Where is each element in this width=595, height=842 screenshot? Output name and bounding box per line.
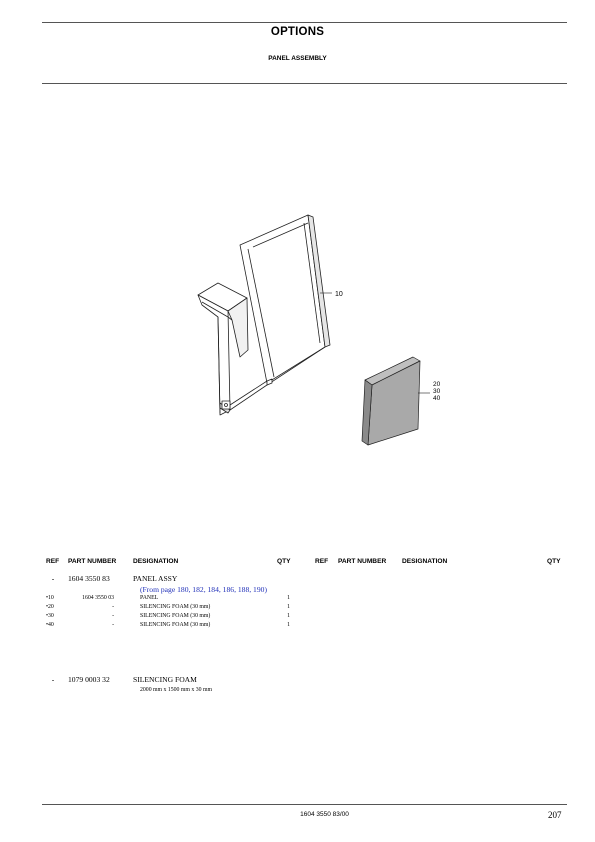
table-row-note: 2000 mm x 1500 mm x 30 mm [140, 687, 212, 693]
page-number: 207 [548, 810, 562, 820]
table-row-part-number: 1079 0003 32 [68, 675, 110, 684]
page-subtitle: PANEL ASSEMBLY [268, 55, 327, 62]
panel-assembly-illustration [180, 205, 460, 455]
callout-30: 30 [433, 388, 441, 395]
table-row-part-number: 1604 3550 03 [82, 595, 114, 601]
column-header-part-number: PART NUMBER [68, 558, 117, 565]
column-header-ref: REF [46, 558, 60, 565]
top-rule [42, 22, 567, 23]
column-header-part-number-right: PART NUMBER [338, 558, 387, 565]
bracket-front [198, 295, 230, 415]
table-row-designation: SILENCING FOAM [133, 675, 197, 684]
table-row-designation: PANEL ASSY [133, 574, 178, 583]
page-title: OPTIONS [270, 26, 325, 38]
table-row-part-number: - [112, 604, 114, 610]
footer-rule [42, 804, 567, 805]
table-row-part-number: 1604 3550 83 [68, 574, 110, 583]
table-row-ref: •20 [46, 604, 54, 610]
table-row-qty: 1 [287, 604, 290, 610]
column-header-designation-right: DESIGNATION [402, 558, 448, 565]
column-header-ref-right: REF [315, 558, 329, 565]
callout-10: 10 [335, 291, 343, 298]
table-row-part-number: - [112, 622, 114, 628]
document-number: 1604 3550 83/00 [300, 811, 349, 818]
table-row-designation: SILENCING FOAM (30 mm) [140, 604, 211, 610]
table-row-designation: SILENCING FOAM (30 mm) [140, 613, 211, 619]
table-row-ref: •10 [46, 595, 54, 601]
table-row-note: (From page 180, 182, 184, 186, 188, 190) [140, 585, 267, 594]
table-row-ref: •30 [46, 613, 54, 619]
table-row-designation: SILENCING FOAM (30 mm) [140, 622, 211, 628]
table-row-qty: 1 [287, 595, 290, 601]
table-row-qty: 1 [287, 622, 290, 628]
table-row-part-number: - [112, 613, 114, 619]
table-row-qty: 1 [287, 613, 290, 619]
callout-40: 40 [433, 395, 441, 402]
callout-20: 20 [433, 381, 441, 388]
table-row-ref: •40 [46, 622, 54, 628]
table-row-ref: - [51, 675, 55, 684]
table-row-ref: - [51, 574, 55, 583]
column-header-qty-right: QTY [547, 558, 561, 565]
column-header-designation: DESIGNATION [133, 558, 179, 565]
column-header-qty: QTY [277, 558, 291, 565]
table-row-designation: PANEL [140, 595, 159, 601]
header-rule [42, 83, 567, 84]
